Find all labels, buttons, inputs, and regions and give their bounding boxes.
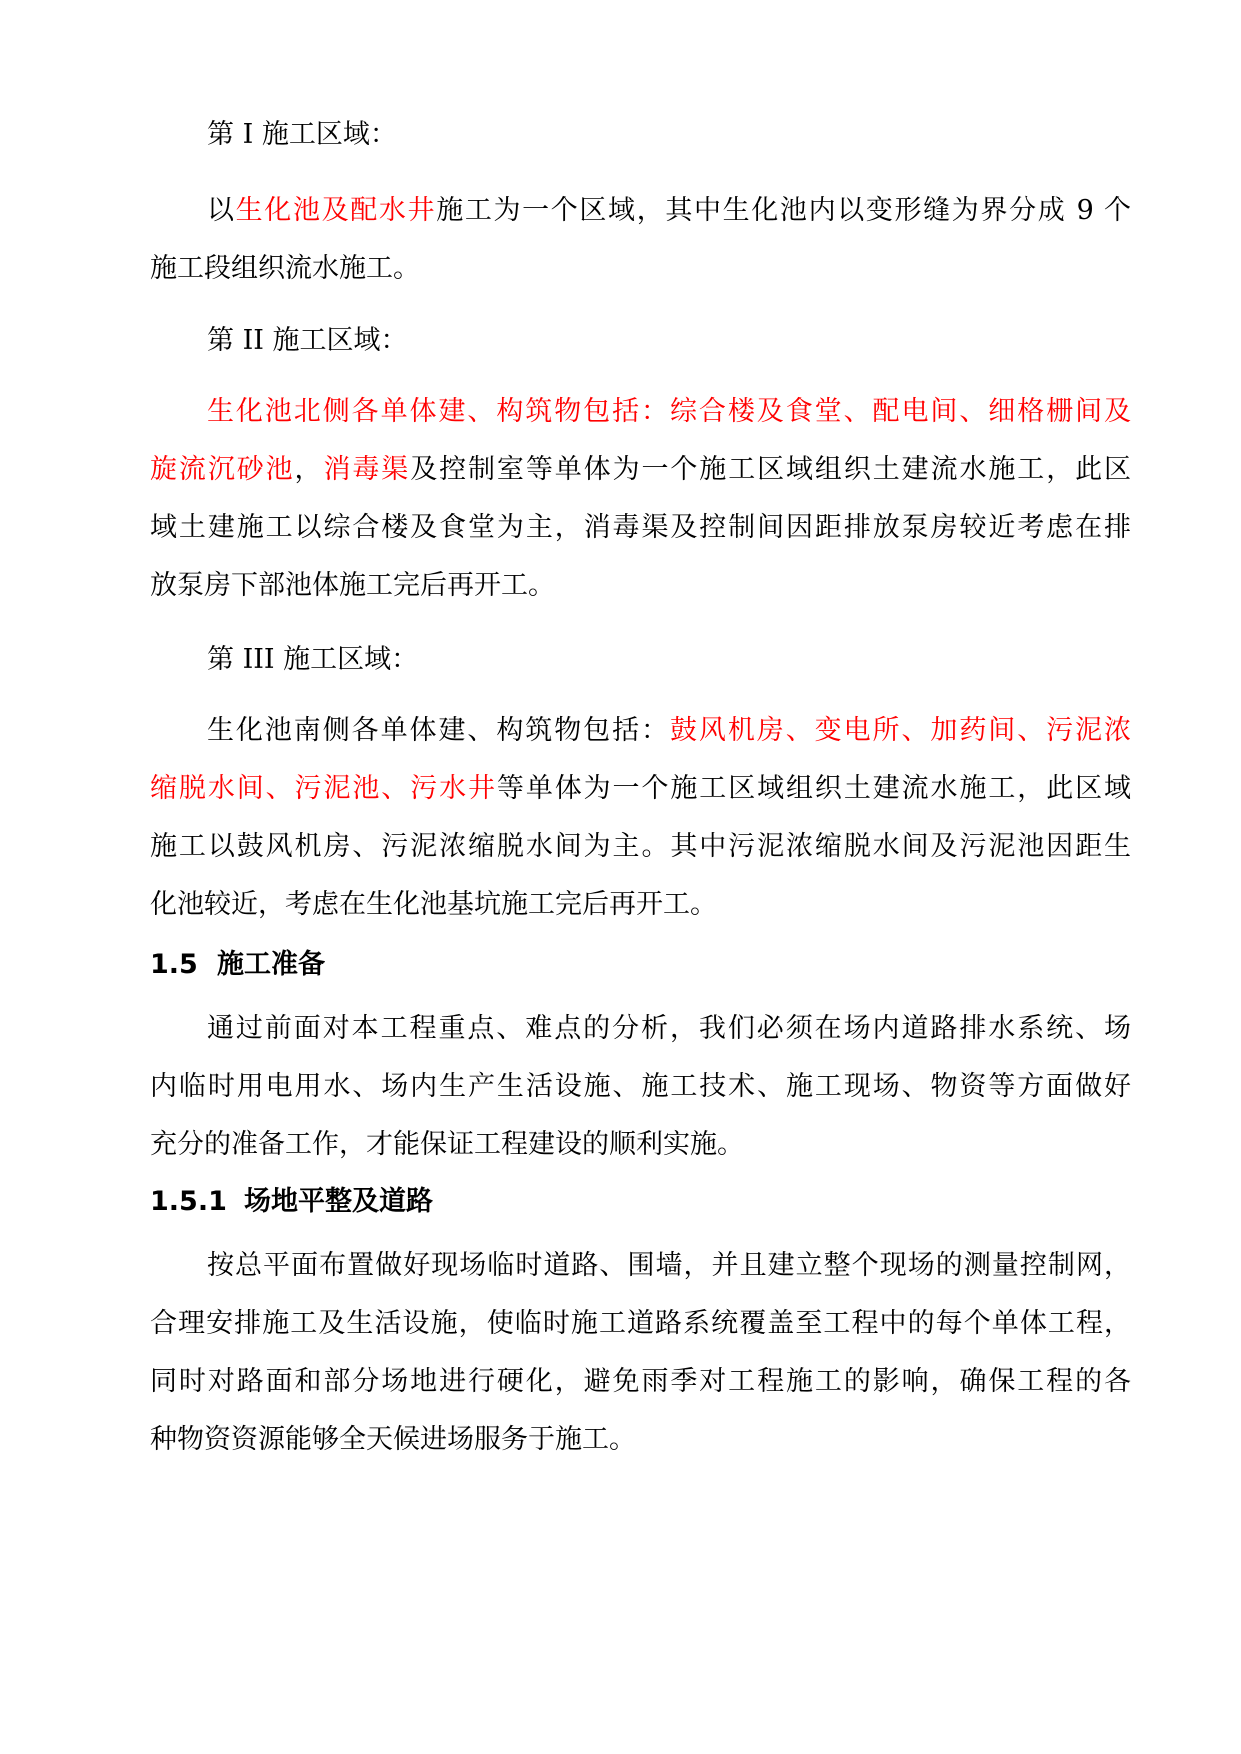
- zone2-paragraph-line: 生化池北侧各单体建、构筑物包括：综合楼及食堂、配电间、细格栅间及: [207, 396, 1131, 427]
- zone3-paragraph-line: 化池较近，考虑在生化池基坑施工完后再开工。: [150, 889, 717, 920]
- section-title: 施工准备: [217, 949, 325, 980]
- subsection-paragraph-line: 合理安排施工及生活设施，使临时施工道路系统覆盖至工程中的每个单体工程，: [150, 1308, 1131, 1339]
- subsection-heading: [150, 1185, 433, 1219]
- section-heading: [150, 948, 325, 982]
- subsection-paragraph-line: 同时对路面和部分场地进行硬化，避免雨季对工程施工的影响，确保工程的各: [150, 1366, 1131, 1397]
- text-run: 施工为一个区域，其中生化池内以变形缝为界分成 9 个: [436, 195, 1132, 226]
- section-number: 1.5: [150, 949, 198, 980]
- section-paragraph-line: 充分的准备工作，才能保证工程建设的顺利实施。: [150, 1129, 744, 1160]
- highlighted-text: 缩脱水间、污泥池、污水井: [150, 773, 497, 804]
- subsection-paragraph-line: 按总平面布置做好现场临时道路、围墙，并且建立整个现场的测量控制网，: [207, 1250, 1131, 1281]
- highlighted-text: 鼓风机房、变电所、加药间、污泥浓: [669, 715, 1132, 746]
- text-run: 及控制室等单体为一个施工区域组织土建流水施工，此区: [410, 454, 1132, 485]
- zone2-heading: 第 II 施工区域：: [207, 325, 408, 356]
- zone3-paragraph-line: [207, 714, 1131, 748]
- zone2-paragraph-line: 放泵房下部池体施工完后再开工。: [150, 570, 555, 601]
- text-run: 以: [207, 195, 236, 226]
- subsection-number: 1.5.1: [150, 1186, 227, 1217]
- subsection-paragraph-line: 种物资资源能够全天候进场服务于施工。: [150, 1424, 636, 1455]
- text-run: ，: [294, 454, 324, 485]
- text-run: 生化池南侧各单体建、构筑物包括：: [207, 715, 670, 746]
- zone3-paragraph-line: 施工以鼓风机房、污泥浓缩脱水间为主。其中污泥浓缩脱水间及污泥池因距生: [150, 831, 1131, 862]
- section-paragraph-line: 通过前面对本工程重点、难点的分析，我们必须在场内道路排水系统、场: [207, 1013, 1131, 1044]
- zone3-heading: 第 III 施工区域：: [207, 644, 419, 675]
- zone2-paragraph-line: [150, 453, 1131, 487]
- highlighted-text: 生化池及配水井: [235, 195, 437, 226]
- zone1-paragraph-line: 施工段组织流水施工。: [150, 253, 420, 284]
- zone2-paragraph-line: 域土建施工以综合楼及食堂为主，消毒渠及控制间因距排放泵房较近考虑在排: [150, 512, 1131, 543]
- highlighted-text: 消毒渠: [323, 454, 411, 485]
- section-paragraph-line: 内临时用电用水、场内生产生活设施、施工技术、施工现场、物资等方面做好: [150, 1071, 1131, 1102]
- highlighted-text: 旋流沉砂池: [150, 454, 295, 485]
- zone1-paragraph-line: [207, 194, 1131, 228]
- text-run: 等单体为一个施工区域组织土建流水施工，此区域: [496, 773, 1132, 804]
- zone3-paragraph-line: [150, 772, 1131, 806]
- zone1-heading: 第 I 施工区域：: [207, 119, 397, 150]
- subsection-title: 场地平整及道路: [244, 1186, 433, 1217]
